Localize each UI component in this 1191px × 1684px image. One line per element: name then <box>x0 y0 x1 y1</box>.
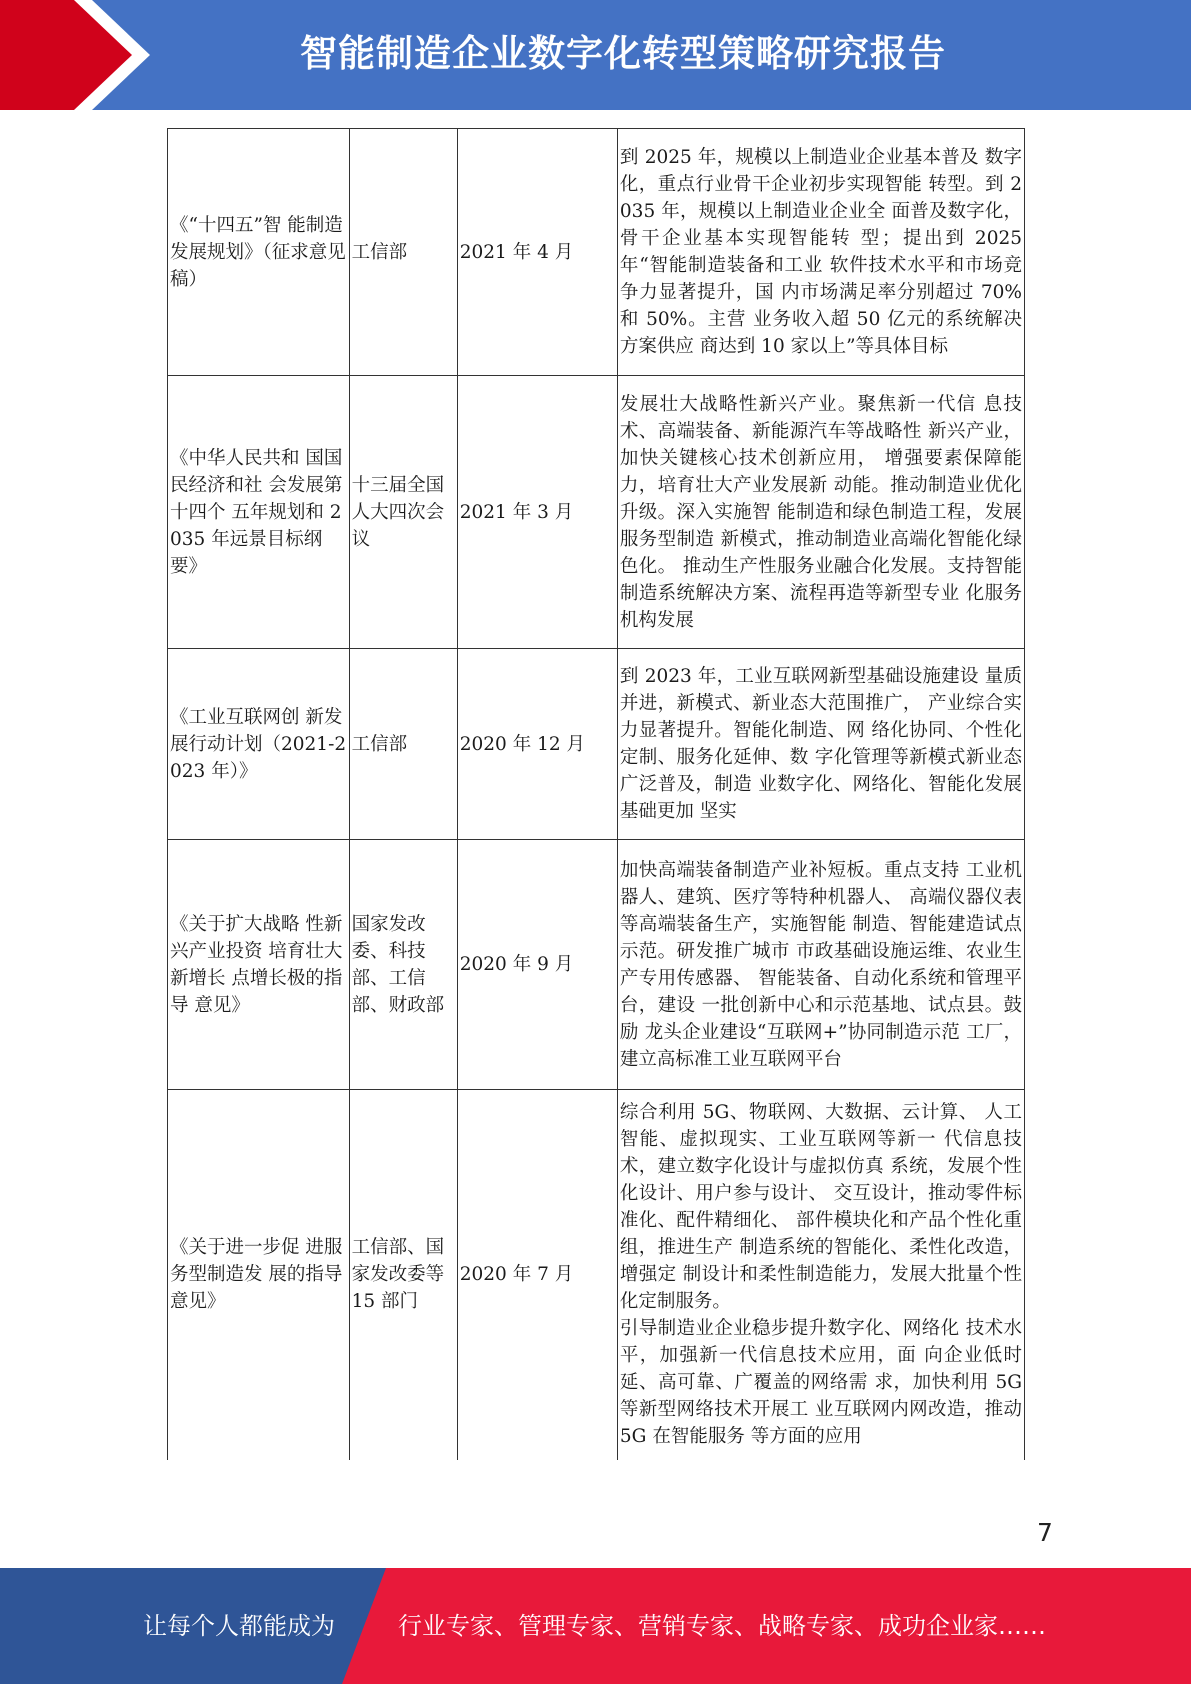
policy-name-cell <box>168 649 350 840</box>
header-arrow-decoration <box>0 0 160 110</box>
issuing-dept: 十三届全国人大四次会议 <box>351 474 445 550</box>
footer-slogan-right: 行业专家、管理专家、营销专家、战略专家、成功企业家…… <box>398 1612 1046 1640</box>
issue-date-cell <box>457 129 617 376</box>
policy-content: 加快高端装备制造产业补短板。重点支持 工业机器人、建筑、医疗等特种机器人、 高端仪器仪表等高端装备生产，实施智能 制造、智能建造试点示范。研发推广城市 市政基础设施运维、农业生产专用传感器、 智能装备、自动化系统和管理平台，建设 一批创新中心和示范基地、试点县。鼓励 龙头企业建设“互联网+”协同制造示范 工厂，建立高标准工业互联网平台 <box>619 859 1022 1070</box>
footer-slogan-left: 让每个人都能成为 <box>143 1612 335 1640</box>
policy-name: 《关于扩大战略 性新兴产业投资 培育壮大新增长 点增长极的指导 意见》 <box>170 913 343 1016</box>
policy-content: 到 2025 年，规模以上制造业企业基本普及 数字化，重点行业骨干企业初步实现智能 转型。到 2035 年，规模以上制造业企业全 面普及数字化，骨干企业基本实现智能转 型；提出到 2025 年“智能制造装备和工业 软件技术水平和市场竞争力显著提升，国 内市场满足率分别超过 70%和 50%。主营 业务收入超 50 亿元的系统解决方案供应 商达到 10 家以上”等具体目标 <box>619 147 1022 357</box>
issue-date: 2021 年 4 月 <box>459 241 574 263</box>
policy-name-cell <box>168 376 350 649</box>
issuing-dept: 工信部 <box>351 241 408 263</box>
policy-name: 《关于进一步促 进服务型制造发 展的指导意见》 <box>170 1237 343 1313</box>
issuing-dept: 工信部 <box>351 733 408 755</box>
issuing-dept: 国家发改委、科技部、工信部、财政部 <box>351 913 445 1016</box>
table-row <box>168 1090 1025 1460</box>
policy-content: 综合利用 5G、物联网、大数据、云计算、 人工智能、虚拟现实、工业互联网等新一 代信息技术，建立数字化设计与虚拟仿真 系统，发展个性化设计、用户参与设计、 交互设计，推动零件标准化、配件精细化、 部件模块化和产品个性化重组，推进生产 制造系统的智能化、柔性化改造，增强定 制设计和柔性制造能力，发展大批量个性 化定制服务。 <box>619 1102 1022 1313</box>
policy-content: 到 2023 年，工业互联网新型基础设施建设 量质并进，新模式、新业态大范围推广， 产业综合实力显著提升。智能化制造、网 络化协同、个性化定制、服务化延伸、数 字化管理等新模式新业态广泛普及，制造 业数字化、网络化、智能化发展基础更加 坚实 <box>619 666 1022 822</box>
policy-table <box>167 128 1025 1460</box>
page-number: 7 <box>1037 1518 1053 1547</box>
table-row <box>168 129 1025 376</box>
policy-content-cell <box>617 840 1024 1090</box>
table-row <box>168 376 1025 649</box>
issuing-dept-cell <box>349 129 457 376</box>
issue-date-cell <box>457 1090 617 1460</box>
page-header <box>0 0 1191 110</box>
issue-date: 2020 年 7 月 <box>459 1264 574 1286</box>
policy-content-cell <box>617 129 1024 376</box>
issuing-dept: 工信部、国家发改委等 15 部门 <box>351 1237 445 1313</box>
issuing-dept-cell <box>349 1090 457 1460</box>
issue-date-cell <box>457 376 617 649</box>
issuing-dept-cell <box>349 840 457 1090</box>
page-title: 智能制造企业数字化转型策略研究报告 <box>300 32 946 75</box>
issue-date: 2020 年 9 月 <box>459 954 574 975</box>
policy-name: 《工业互联网创 新发展行动计划（2021-2023 年）》 <box>170 706 347 782</box>
issue-date-cell <box>457 649 617 840</box>
policy-name-cell <box>168 840 350 1090</box>
policy-content-cell <box>617 649 1024 840</box>
issue-date-cell <box>457 840 617 1090</box>
policy-content-cell <box>617 376 1024 649</box>
policy-content: 发展壮大战略性新兴产业。聚焦新一代信 息技术、高端装备、新能源汽车等战略性 新兴产业，加快关键核心技术创新应用， 增强要素保障能力，培育壮大产业发展新 动能。推动制造业优化升级。深入实施智 能制造和绿色制造工程，发展服务型制造 新模式，推动制造业高端化智能化绿色化。 推动生产性服务业融合化发展。支持智能 制造系统解决方案、流程再造等新型专业 化服务机构发展 <box>619 393 1022 631</box>
table-row <box>168 840 1025 1090</box>
issue-date: 2020 年 12 月 <box>459 733 585 755</box>
issue-date: 2021 年 3 月 <box>459 501 574 523</box>
table-row <box>168 649 1025 840</box>
issuing-dept-cell <box>349 649 457 840</box>
policy-name-cell <box>168 1090 350 1460</box>
policy-name-cell <box>168 129 350 376</box>
policy-name: 《“十四五”智 能制造发展规划》（征求意见稿） <box>170 214 346 290</box>
policy-content-cell <box>617 1090 1024 1460</box>
page-footer <box>0 1568 1191 1684</box>
policy-content: 引导制造业企业稳步提升数字化、网络化 技术水平，加强新一代信息技术应用，面 向企业低时延、高可靠、广覆盖的网络需 求，加快利用 5G 等新型网络技术开展工 业互联网内网改造，推动 5G 在智能服务 等方面的应用 <box>619 1318 1022 1448</box>
issuing-dept-cell <box>349 376 457 649</box>
policy-name: 《中华人民共和 国国民经济和社 会发展第十四个 五年规划和 2035 年远景目标纲要》 <box>170 447 343 577</box>
